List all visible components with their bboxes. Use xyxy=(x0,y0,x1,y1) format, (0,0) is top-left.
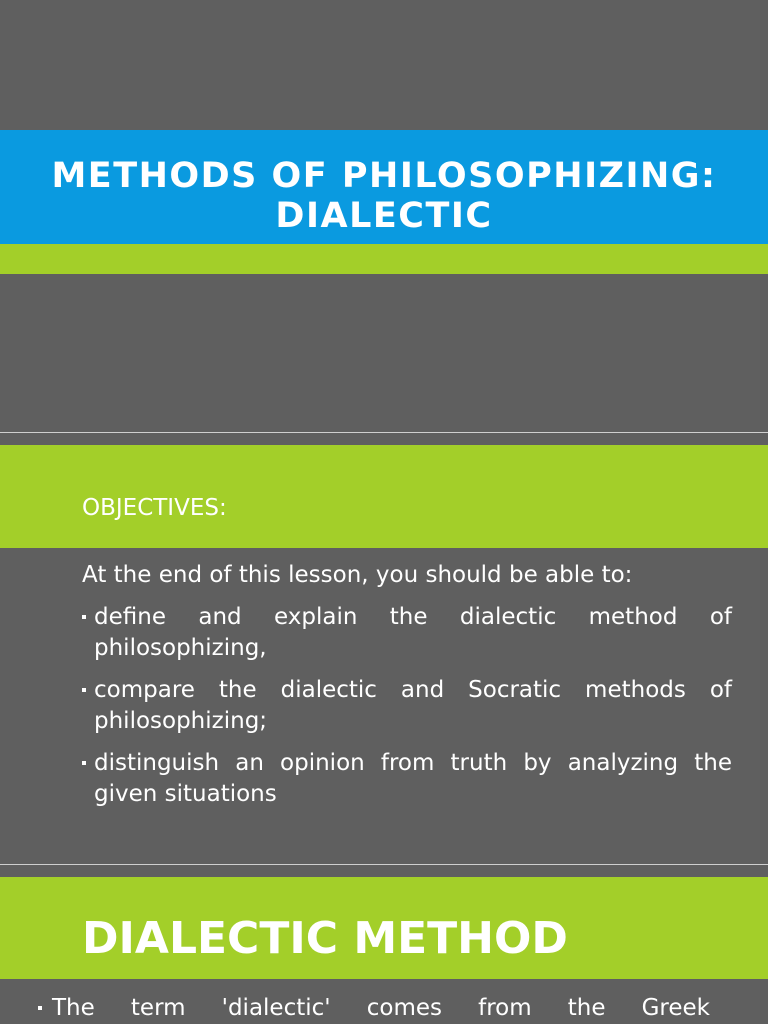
dialectic-body xyxy=(38,993,710,1024)
dialectic-method-heading: DIALECTIC METHOD xyxy=(82,913,568,964)
bullet-square-icon xyxy=(82,761,86,765)
objective-text: define and explain the dialectic method of philosophizing, xyxy=(94,604,732,661)
dialectic-text: The term 'dialectic' comes from the Greek xyxy=(52,995,710,1021)
slide-objectives xyxy=(0,433,768,864)
objective-text: compare the dialectic and Socratic methods of philosophizing; xyxy=(94,677,732,734)
objective-item xyxy=(82,675,732,737)
objective-text: distinguish an opinion from truth by analyzing the given situations xyxy=(94,750,732,807)
dialectic-header-band xyxy=(0,877,768,979)
title-banner xyxy=(0,130,768,244)
objectives-heading: OBJECTIVES: xyxy=(82,495,227,521)
dialectic-item xyxy=(38,993,710,1024)
bullet-square-icon xyxy=(38,1006,42,1010)
slide-dialectic-method xyxy=(0,865,768,1024)
bullet-square-icon xyxy=(82,615,86,619)
objectives-body xyxy=(82,560,732,821)
bullet-square-icon xyxy=(82,688,86,692)
objective-item xyxy=(82,602,732,664)
slide-title-line-1: METHODS OF PHILOSOPHIZING: xyxy=(51,156,717,196)
accent-stripe xyxy=(0,244,768,274)
slide-title-line-2: DIALECTIC xyxy=(275,196,493,236)
objectives-intro: At the end of this lesson, you should be able to: xyxy=(82,562,633,588)
objective-item xyxy=(82,748,732,810)
slide-title xyxy=(0,0,768,432)
objectives-header-band xyxy=(0,445,768,548)
